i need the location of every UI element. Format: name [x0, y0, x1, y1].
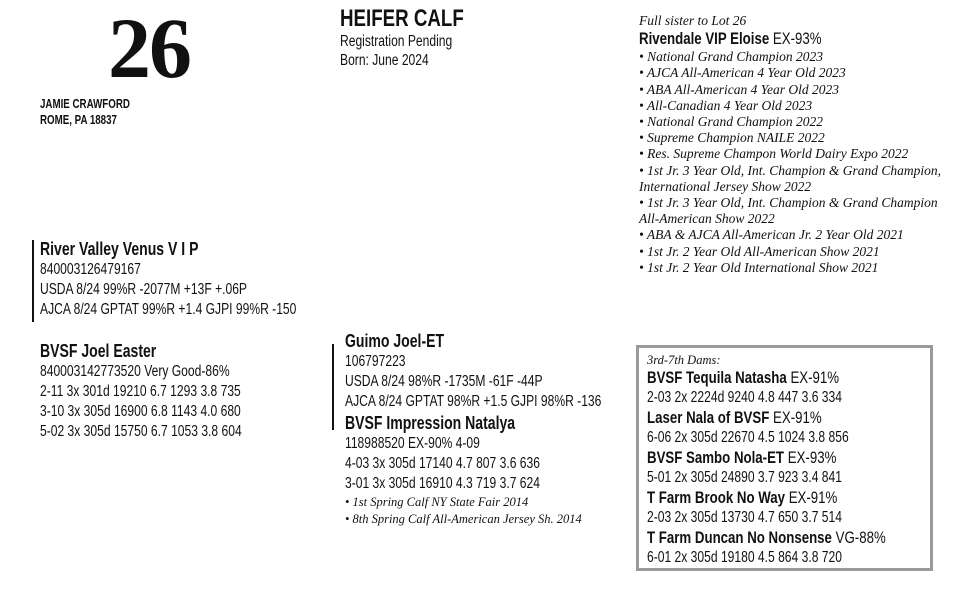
dam-of-sire-record: 5-02 3x 305d 15750 6.7 1053 3.8 604: [40, 423, 242, 440]
sister-award: • 1st Jr. 2 Year Old International Show 2021: [639, 259, 879, 275]
dam-entry-name: Laser Nala of BVSF EX-91%: [647, 408, 822, 427]
dam-record: 3-01 3x 305d 16910 4.3 719 3.7 624: [345, 475, 540, 492]
dam-entry-record: 5-01 2x 305d 24890 3.7 923 3.4 841: [647, 469, 842, 486]
dam-of-sire-id: 840003142773520 Very Good-86%: [40, 363, 230, 380]
sister-award: • ABA All-American 4 Year Old 2023: [639, 81, 839, 97]
dams-box: [636, 345, 933, 571]
dam-entry-record: 2-03 2x 2224d 9240 4.8 447 3.6 334: [647, 389, 842, 406]
sire-ajca: AJCA 8/24 GPTAT 98%R +1.5 GJPI 98%R -136: [345, 393, 602, 410]
sister-score: EX-93%: [769, 29, 822, 49]
sister-award: • AJCA All-American 4 Year Old 2023: [639, 65, 846, 81]
animal-info: [340, 32, 484, 70]
consignor: [40, 96, 155, 128]
sister-award: • ABA & AJCA All-American Jr. 2 Year Old 2021: [639, 227, 904, 243]
sister-award: • All-Canadian 4 Year Old 2023: [639, 97, 813, 113]
sister-name: Rivendale VIP Eloise: [639, 29, 770, 49]
sister-award: • 1st Jr. 3 Year Old, Int. Champion & Grand Champion: [639, 195, 938, 211]
sister-award: • National Grand Champion 2022: [639, 114, 823, 130]
lot-number: 26: [108, 0, 190, 96]
sister-note: Full sister to Lot 26: [639, 13, 747, 28]
dam-entry-name: BVSF Tequila Natasha EX-91%: [647, 368, 840, 387]
sister-award: International Jersey Show 2022: [639, 178, 812, 194]
consignor-location: ROME, PA 18837: [40, 113, 117, 127]
dam-entry-record: 2-03 2x 305d 13730 4.7 650 3.7 514: [647, 509, 842, 526]
sire-id: 106797223: [345, 353, 406, 370]
dam-entry-name: T Farm Brook No Way EX-91%: [647, 488, 838, 507]
sister-award: • 1st Jr. 2 Year Old All-American Show 2021: [639, 243, 880, 259]
sister-block: [639, 13, 941, 276]
registration-status: Registration Pending: [340, 33, 453, 50]
birth-date: Born: June 2024: [340, 52, 429, 69]
dams-box-header: 3rd-7th Dams:: [647, 353, 721, 367]
sister-award: • Supreme Champion NAILE 2022: [639, 130, 825, 146]
sister-name-line: [639, 29, 941, 49]
dam-of-sire-name: BVSF Joel Easter: [40, 341, 157, 361]
pedigree-line-sire: [332, 344, 334, 430]
pedigree-line-sire-of-sire: [32, 240, 34, 322]
dam-entry-record: 6-06 2x 305d 22670 4.5 1024 3.8 856: [647, 429, 849, 446]
sister-award: • 1st Jr. 3 Year Old, Int. Champion & Grand Champion,: [639, 162, 942, 178]
dam-entry-name: BVSF Sambo Nola-ET EX-93%: [647, 448, 837, 467]
dam-block: [345, 412, 595, 528]
sister-award: • Res. Supreme Champon World Dairy Expo 2022: [639, 146, 909, 162]
sister-awards: [639, 49, 941, 276]
sire-of-sire-usda: USDA 8/24 99%R -2077M +13F +.06P: [40, 281, 248, 298]
dam-award: • 8th Spring Calf All-American Jersey Sh. 2014: [345, 512, 582, 526]
sire-block: [345, 330, 674, 412]
sire-usda: USDA 8/24 98%R -1735M -61F -44P: [345, 373, 543, 390]
dam-award: • 1st Spring Calf NY State Fair 2014: [345, 495, 529, 509]
dam-id: 118988520 EX-90% 4-09: [345, 435, 480, 452]
sister-award: All-American Show 2022: [639, 211, 775, 227]
dam-entry-name: T Farm Duncan No Nonsense VG-88%: [647, 528, 886, 547]
dam-record: 4-03 3x 305d 17140 4.7 807 3.6 636: [345, 455, 540, 472]
dam-of-sire-record: 3-10 3x 305d 16900 6.8 1143 4.0 680: [40, 403, 241, 420]
dam-name: BVSF Impression Natalya: [345, 413, 516, 433]
animal-title: HEIFER CALF: [340, 5, 464, 32]
consignor-name: JAMIE CRAWFORD: [40, 97, 130, 111]
sire-of-sire-ajca: AJCA 8/24 GPTAT 99%R +1.4 GJPI 99%R -150: [40, 301, 297, 318]
dam-entry-record: 6-01 2x 305d 19180 4.5 864 3.8 720: [647, 549, 842, 566]
dam-of-sire-block: [40, 340, 299, 442]
dam-of-sire-record: 2-11 3x 301d 19210 6.7 1293 3.8 735: [40, 383, 241, 400]
sire-name: Guimo Joel-ET: [345, 331, 445, 351]
sire-of-sire-id: 840003126479167: [40, 261, 141, 278]
sire-of-sire-block: [40, 238, 369, 320]
sister-award: • National Grand Champion 2023: [639, 49, 823, 65]
sire-of-sire-name: River Valley Venus V I P: [40, 239, 199, 259]
